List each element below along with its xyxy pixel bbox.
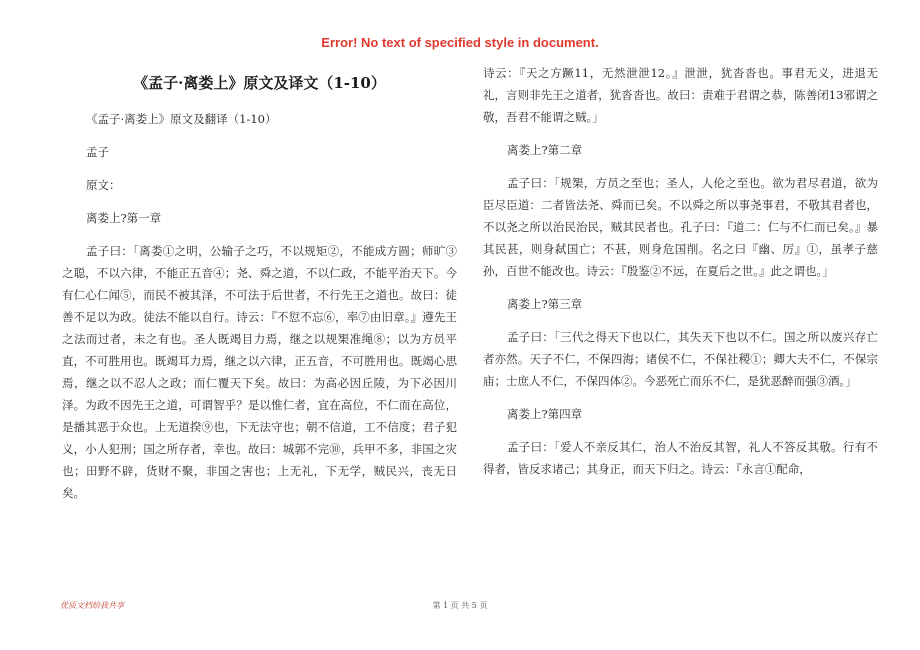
chapter-4-heading: 离娄上?第四章 <box>507 407 583 421</box>
document-title: 《孟子·离娄上》原文及译文（1-10） <box>133 74 386 92</box>
subtitle: 《孟子·离娄上》原文及翻译（1-10） <box>86 112 277 126</box>
original-label: 原文： <box>86 178 121 192</box>
author-line: 孟子 <box>86 145 109 159</box>
chapter-2-text: 孟子曰：「规榘，方员之至也；圣人，人伦之至也。欲为君尽君道，欲为臣尽臣道：二者皆法尧、舜而已矣。不以舜之所以事尧事君，不敬其君者也，不以尧之所以治民治民，贼其民者也。孔子曰：『道二：仁与不仁而已矣。』暴其民甚，则身弑国亡；不甚，则身危国削。名之曰『幽、厉』①，虽孝子慈孙，百世不能改也。诗云：『殷鉴②不远，在夏后之世。』此之谓也。」 <box>483 176 878 278</box>
chapter-3-heading: 离娄上?第三章 <box>507 297 583 311</box>
chapter-1-text: 孟子曰：「离娄①之明，公输子之巧，不以规矩②，不能成方圆；师旷③之聪，不以六律，不能正五音④；尧、舜之道，不以仁政，不能平治天下。今有仁心仁闻⑤，而民不被其泽，不可法于后世者，不行先王之道也。故曰：徒善不足以为政。徒法不能以自行。诗云：『不愆不忘⑥，率⑦由旧章。』遵先王之法而过者，未之有也。圣人既竭目力焉，继之以规榘准绳⑧；以为方员平直，不可胜用也。既竭耳力焉，继之以六律，正五音，不可胜用也。既竭心思焉，继之以不忍人之政；而仁覆天下矣。故曰：为高必因丘陵，为下必因川泽。为政不因先王之道，可谓智乎？是以惟仁者，宜在高位，不仁而在高位，是播其恶于众也。上无道揆⑨也，下无法守也；朝不信道，工不信度；君子犯义，小人犯刑；国之所存者，幸也。故曰：城郭不完⑩，兵甲不多，非国之灾也；田野不辟，货财不聚，非国之害也；上无礼，下无学，贼民兴，丧无日矣。 <box>62 244 457 500</box>
chapter-3-text: 孟子曰：「三代之得天下也以仁，其失天下也以不仁。国之所以废兴存亡者亦然。天子不仁，不保四海；诸侯不仁，不保社稷①；卿大夫不仁，不保宗庙；士庶人不仁，不保四体②。今恶死亡而乐不仁，是犹恶醉而强③酒。」 <box>483 330 878 388</box>
chapter-2-heading: 离娄上?第二章 <box>507 143 583 157</box>
footer-watermark: 优质文档给我共享 <box>60 601 124 610</box>
page-number: 第 1 页 共 5 页 <box>432 601 488 610</box>
left-column <box>62 60 457 515</box>
error-banner: Error! No text of specified style in document. <box>321 35 599 50</box>
chapter-1-heading: 离娄上?第一章 <box>86 211 162 225</box>
right-column <box>483 62 878 491</box>
chapter-1-continued: 诗云：『天之方蹶11，无然泄泄12。』泄泄，犹沓沓也。事君无义，进退无礼，言则非先王之道者，犹沓沓也。故曰：责难于君谓之恭，陈善闭13邪谓之敬，吾君不能谓之贼。」 <box>483 66 878 124</box>
chapter-4-text: 孟子曰：「爱人不亲反其仁，治人不治反其智，礼人不答反其敬。行有不得者，皆反求诸己；其身正，而天下归之。诗云：『永言①配命， <box>483 440 878 476</box>
